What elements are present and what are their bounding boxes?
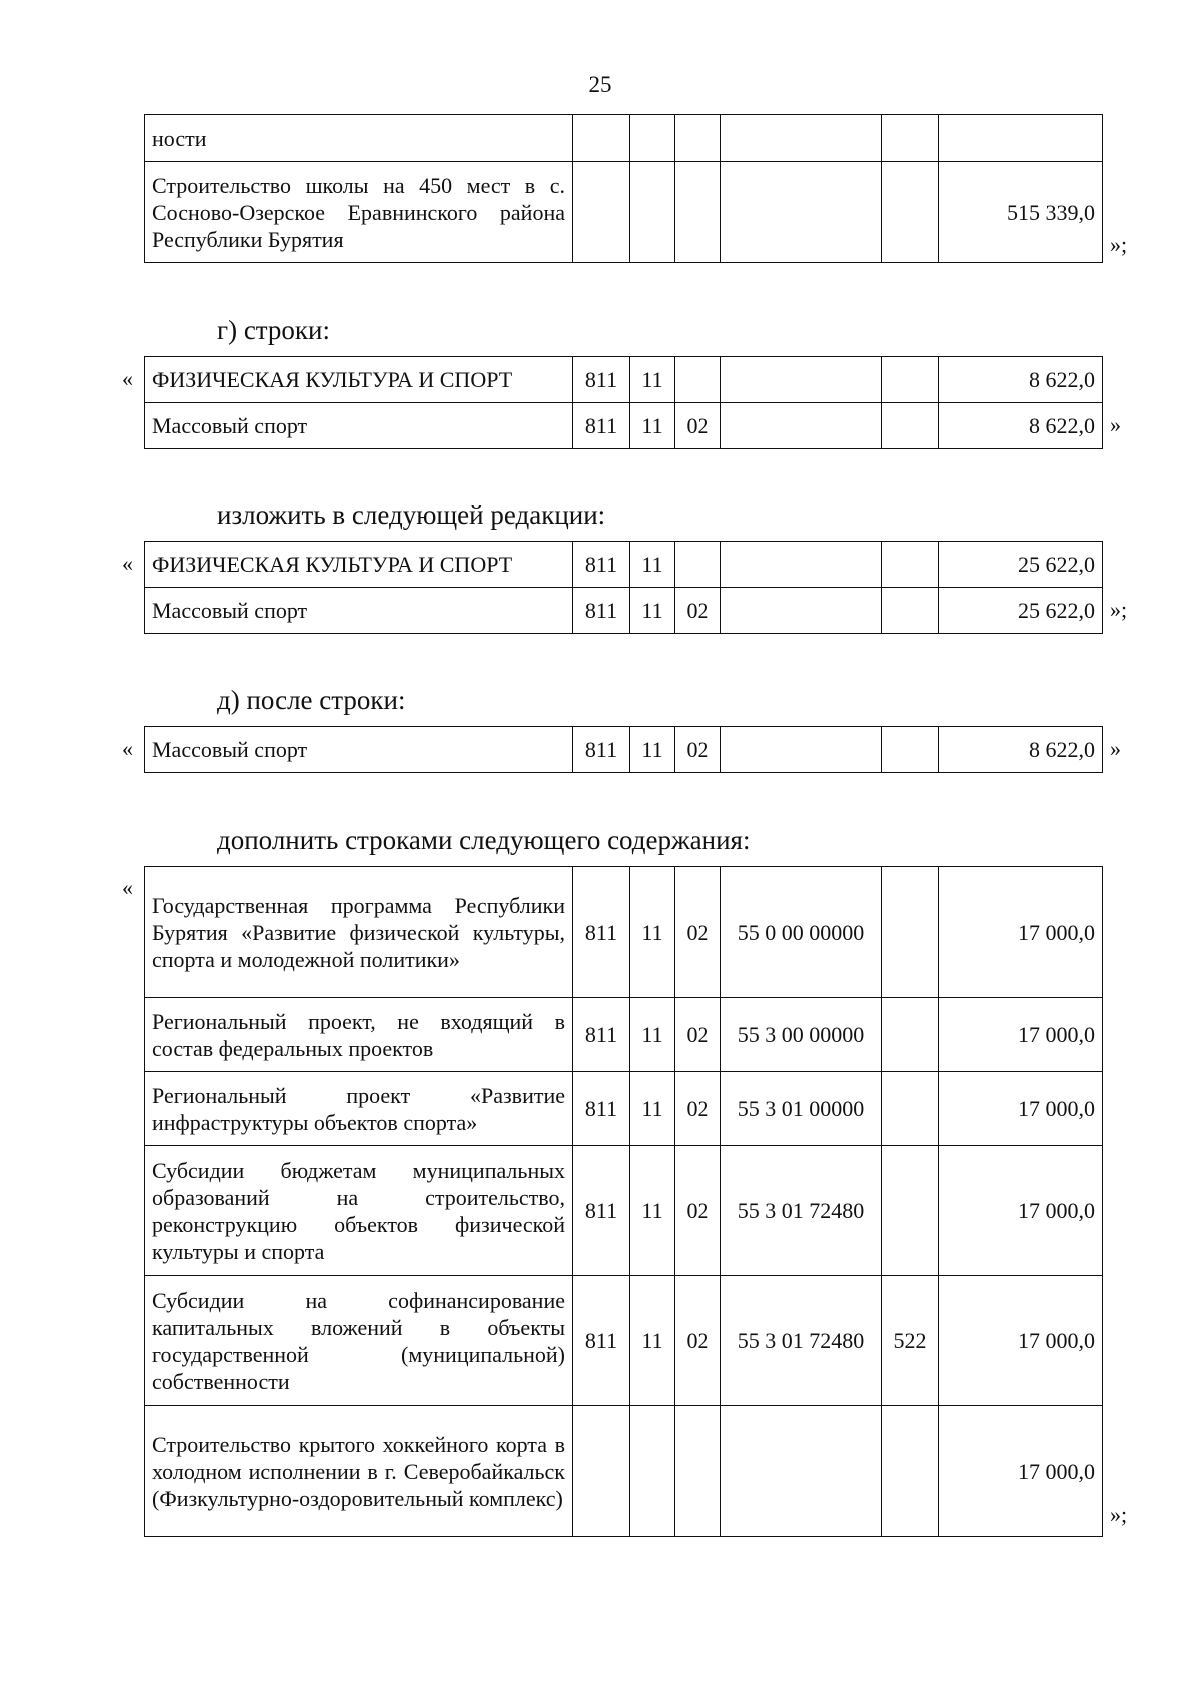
row-subsection: 02 <box>675 403 721 449</box>
row-amount: 17 000,0 <box>939 1146 1103 1276</box>
row-target-article: 55 3 00 00000 <box>721 998 882 1072</box>
page-number: 25 <box>588 72 612 97</box>
row-expense-type: 522 <box>882 1276 939 1406</box>
row-expense-type <box>882 867 939 998</box>
table-row <box>145 1072 1103 1146</box>
row-subsection <box>675 542 721 588</box>
row-grbs: 811 <box>573 542 630 588</box>
row-expense-type <box>882 115 939 162</box>
row-expense-type <box>882 357 939 403</box>
table-row <box>145 115 1103 162</box>
row-expense-type <box>882 588 939 634</box>
row-subsection: 02 <box>675 588 721 634</box>
table-row <box>145 1276 1103 1406</box>
rows-table-edit <box>144 541 1103 634</box>
row-target-article <box>721 403 882 449</box>
rows-table-d <box>144 726 1103 773</box>
row-section <box>630 115 675 162</box>
row-expense-type <box>882 998 939 1072</box>
row-subsection <box>675 115 721 162</box>
row-subsection: 02 <box>675 1146 721 1276</box>
row-section: 11 <box>630 588 675 634</box>
row-target-article <box>721 357 882 403</box>
row-name: Строительство крытого хоккейного корта в холодном исполнении в г. Северобайкальск (Физкультурно-оздоровительный комплекс) <box>145 1406 573 1537</box>
row-target-article <box>721 588 882 634</box>
rows-table-add <box>144 866 1103 1537</box>
row-expense-type <box>882 1406 939 1537</box>
opening-quote-mark: « <box>122 551 133 576</box>
closing-quote-mark: »; <box>1110 232 1128 257</box>
row-name: ности <box>145 115 573 162</box>
row-section <box>630 162 675 263</box>
row-subsection: 02 <box>675 867 721 998</box>
row-expense-type <box>882 403 939 449</box>
row-target-article <box>721 542 882 588</box>
closing-quote-mark: »; <box>1110 597 1128 622</box>
row-grbs: 811 <box>573 727 630 773</box>
row-subsection: 02 <box>675 998 721 1072</box>
row-amount: 25 622,0 <box>939 542 1103 588</box>
row-name: ФИЗИЧЕСКАЯ КУЛЬТУРА И СПОРТ <box>145 357 573 403</box>
row-target-article <box>721 162 882 263</box>
row-section <box>630 1406 675 1537</box>
row-name: Региональный проект, не входящий в состав федеральных проектов <box>145 998 573 1072</box>
table-row <box>145 867 1103 998</box>
row-section: 11 <box>630 1072 675 1146</box>
row-section: 11 <box>630 403 675 449</box>
row-amount: 8 622,0 <box>939 357 1103 403</box>
table-row <box>145 998 1103 1072</box>
section-heading: изложить в следующей редакции: <box>217 500 606 530</box>
table-row <box>145 162 1103 263</box>
row-section: 11 <box>630 867 675 998</box>
row-section: 11 <box>630 542 675 588</box>
row-name: Региональный проект «Развитие инфраструктуры объектов спорта» <box>145 1072 573 1146</box>
opening-quote-mark: « <box>122 736 133 761</box>
table-row <box>145 1146 1103 1276</box>
row-subsection: 02 <box>675 1072 721 1146</box>
row-amount: 17 000,0 <box>939 998 1103 1072</box>
row-expense-type <box>882 542 939 588</box>
table-row <box>145 1406 1103 1537</box>
row-grbs: 811 <box>573 588 630 634</box>
closing-quote-mark: » <box>1110 736 1121 761</box>
row-name: Субсидии бюджетам муниципальных образований на строительство, реконструкцию объектов физической культуры и спорта <box>145 1146 573 1276</box>
row-target-article: 55 0 00 00000 <box>721 867 882 998</box>
closing-quote-mark: »; <box>1110 1502 1128 1527</box>
row-grbs: 811 <box>573 357 630 403</box>
row-name: Строительство школы на 450 мест в с. Сосново-Озерское Еравнинского района Республики Бурятия <box>145 162 573 263</box>
row-subsection <box>675 162 721 263</box>
table-row <box>145 727 1103 773</box>
row-amount <box>939 115 1103 162</box>
row-target-article: 55 3 01 72480 <box>721 1146 882 1276</box>
table-row <box>145 542 1103 588</box>
row-name: ФИЗИЧЕСКАЯ КУЛЬТУРА И СПОРТ <box>145 542 573 588</box>
row-grbs <box>573 1406 630 1537</box>
row-name: Субсидии на софинансирование капитальных вложений в объекты государственной (муниципальной) собственности <box>145 1276 573 1406</box>
row-name: Государственная программа Республики Бурятия «Развитие физической культуры, спорта и молодежной политики» <box>145 867 573 998</box>
row-section: 11 <box>630 1276 675 1406</box>
row-expense-type <box>882 727 939 773</box>
row-section: 11 <box>630 357 675 403</box>
row-section: 11 <box>630 727 675 773</box>
row-name: Массовый спорт <box>145 403 573 449</box>
row-subsection: 02 <box>675 1276 721 1406</box>
row-grbs <box>573 162 630 263</box>
row-target-article <box>721 115 882 162</box>
row-target-article: 55 3 01 00000 <box>721 1072 882 1146</box>
row-name: Массовый спорт <box>145 588 573 634</box>
row-amount: 515 339,0 <box>939 162 1103 263</box>
section-heading: д) после строки: <box>217 685 406 715</box>
row-grbs: 811 <box>573 1276 630 1406</box>
row-section: 11 <box>630 1146 675 1276</box>
table-row <box>145 588 1103 634</box>
table-row <box>145 357 1103 403</box>
row-subsection <box>675 1406 721 1537</box>
rows-table-g <box>144 356 1103 449</box>
row-grbs: 811 <box>573 403 630 449</box>
row-expense-type <box>882 1072 939 1146</box>
section-heading: г) строки: <box>217 315 330 345</box>
row-amount: 17 000,0 <box>939 1072 1103 1146</box>
row-amount: 8 622,0 <box>939 403 1103 449</box>
row-target-article <box>721 1406 882 1537</box>
row-expense-type <box>882 1146 939 1276</box>
opening-quote-mark: « <box>122 366 133 391</box>
opening-quote-mark: « <box>122 875 133 900</box>
row-amount: 17 000,0 <box>939 867 1103 998</box>
row-grbs: 811 <box>573 1146 630 1276</box>
table-row <box>145 403 1103 449</box>
row-amount: 8 622,0 <box>939 727 1103 773</box>
row-subsection <box>675 357 721 403</box>
row-grbs: 811 <box>573 1072 630 1146</box>
continuation-table <box>144 114 1103 263</box>
row-subsection: 02 <box>675 727 721 773</box>
row-target-article: 55 3 01 72480 <box>721 1276 882 1406</box>
row-name: Массовый спорт <box>145 727 573 773</box>
row-expense-type <box>882 162 939 263</box>
closing-quote-mark: » <box>1110 412 1121 437</box>
row-section: 11 <box>630 998 675 1072</box>
row-amount: 17 000,0 <box>939 1276 1103 1406</box>
row-amount: 25 622,0 <box>939 588 1103 634</box>
row-grbs: 811 <box>573 867 630 998</box>
section-heading: дополнить строками следующего содержания: <box>217 825 751 855</box>
row-amount: 17 000,0 <box>939 1406 1103 1537</box>
row-grbs: 811 <box>573 998 630 1072</box>
row-target-article <box>721 727 882 773</box>
row-grbs <box>573 115 630 162</box>
